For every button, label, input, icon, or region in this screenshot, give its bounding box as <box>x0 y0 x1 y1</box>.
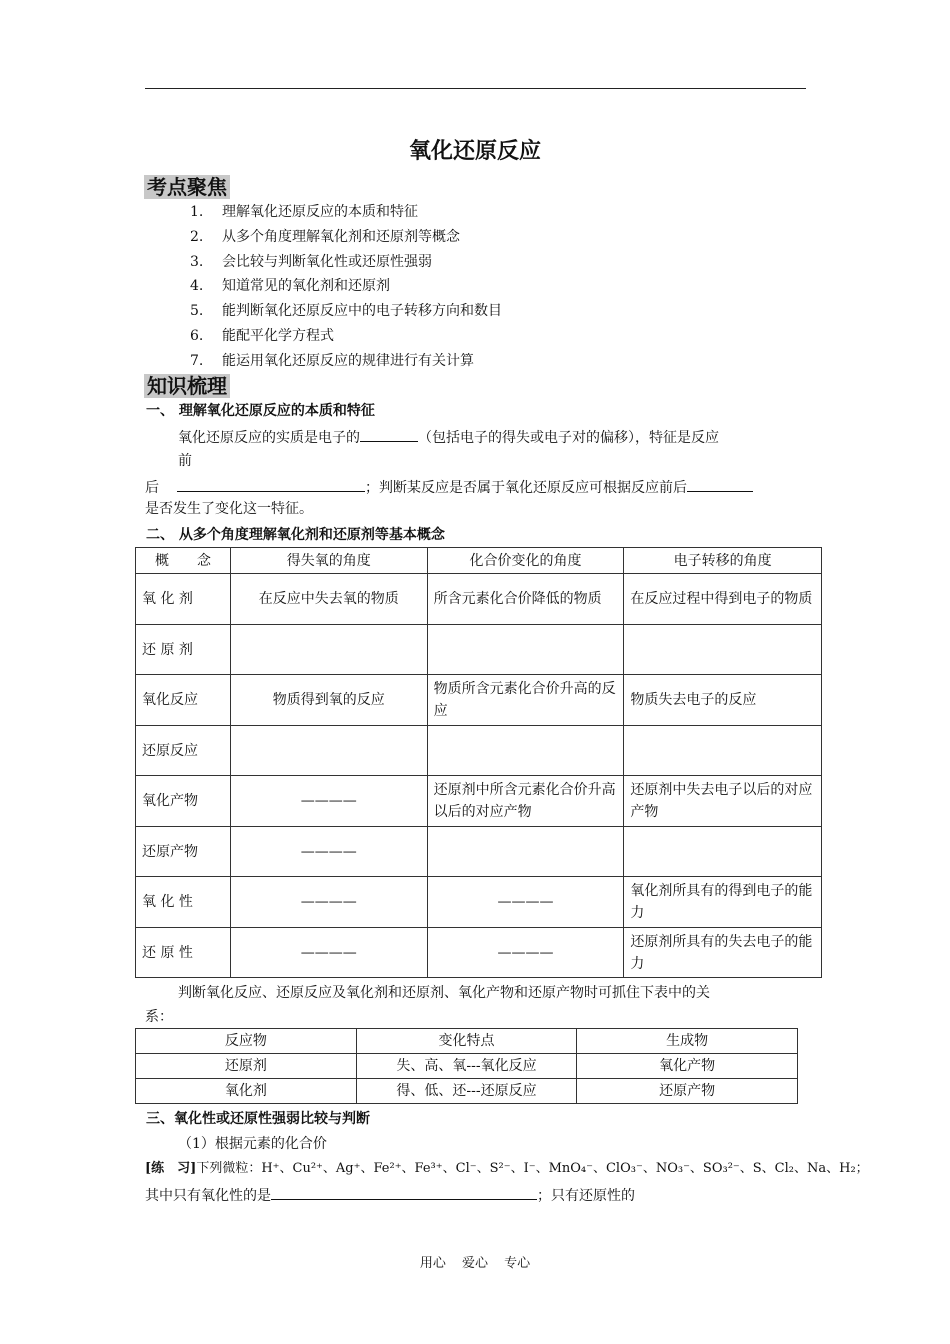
table-cell: ———— <box>230 877 427 928</box>
exercise-text: 下列微粒：H⁺、Cu²⁺、Ag⁺、Fe²⁺、Fe³⁺、Cl⁻、S²⁻、I⁻、MnO₄⁻、ClO₃⁻、NO₃⁻、SO₃²⁻、S、Cl₂、Na、H₂； <box>196 1161 869 1176</box>
table-cell: 在反应中失去氧的物质 <box>230 574 427 625</box>
table-cell: 氧化产物 <box>136 776 231 827</box>
paragraph-relation: 判断氧化反应、还原反应及氧化剂和还原剂、氧化产物和还原产物时可抓住下表中的关 <box>178 985 710 1001</box>
exercise-question: 其中只有氧化性的是 ；只有还原性的 <box>145 1185 635 1205</box>
table-row <box>136 675 822 726</box>
table-cell[interactable] <box>624 726 822 776</box>
list-item: 2. 从多个角度理解氧化剂和还原剂等概念 <box>190 229 460 245</box>
table-row <box>136 877 822 928</box>
list-item: 3. 会比较与判断氧化性或还原性强弱 <box>190 254 432 270</box>
section-label-focus: 考点聚焦 <box>144 175 230 199</box>
list-item: 4. 知道常见的氧化剂和还原剂 <box>190 278 390 294</box>
table-cell: 氧化产物 <box>577 1054 798 1079</box>
table-cell: ———— <box>230 827 427 877</box>
table-cell[interactable] <box>427 827 624 877</box>
table-cell: ———— <box>427 928 624 978</box>
table-cell[interactable] <box>230 625 427 675</box>
table-cell: 物质失去电子的反应 <box>624 675 822 726</box>
table-cell: 氧 化 性 <box>136 877 231 928</box>
table-row <box>136 928 822 978</box>
paragraph-judge-cont: 是否发生了变化这一特征。 <box>145 501 313 517</box>
fill-blank[interactable] <box>687 477 753 492</box>
table-cell[interactable] <box>624 625 822 675</box>
table-cell: 失、高、氧---氧化反应 <box>356 1054 577 1079</box>
table-header-row <box>136 1029 798 1054</box>
table-row <box>136 726 822 776</box>
table-cell: 还原剂中所含元素化合价升高以后的对应产物 <box>427 776 624 827</box>
table-header-row <box>136 548 822 574</box>
fill-blank[interactable] <box>177 477 365 492</box>
list-item: 1. 理解氧化还原反应的本质和特征 <box>190 204 418 220</box>
table-cell: 物质所含元素化合价升高的反应 <box>427 675 624 726</box>
table-cell: 得、低、还---还原反应 <box>356 1079 577 1104</box>
table-cell: 氧化反应 <box>136 675 231 726</box>
page-footer: 用心 爱心 专心 <box>419 1256 531 1271</box>
table-cell: 还原剂所具有的失去电子的能力 <box>624 928 822 978</box>
table-cell: 还原产物 <box>577 1079 798 1104</box>
table-cell: 氧化剂 <box>136 1079 357 1104</box>
table-cell: 在反应过程中得到电子的物质 <box>624 574 822 625</box>
table-row <box>136 574 822 625</box>
page-title: 氧化还原反应 <box>408 139 541 164</box>
column-header: 化合价变化的角度 <box>427 548 624 574</box>
paragraph-judge: 后 ；判断某反应是否属于氧化还原反应可根据反应前后 <box>145 477 753 497</box>
summary-table <box>135 1028 798 1104</box>
list-item: 7. 能运用氧化还原反应的规律进行有关计算 <box>190 353 474 369</box>
table-cell: ———— <box>427 877 624 928</box>
column-header: 生成物 <box>577 1029 798 1054</box>
table-cell: 还 原 性 <box>136 928 231 978</box>
table-cell[interactable] <box>624 827 822 877</box>
column-header: 电子转移的角度 <box>624 548 822 574</box>
table-cell: 物质得到氧的反应 <box>230 675 427 726</box>
table-cell: 还原产物 <box>136 827 231 877</box>
exercise-label: [练 习] <box>145 1161 197 1176</box>
heading-two: 二、 从多个角度理解氧化剂和还原剂等基本概念 <box>146 527 445 543</box>
exercise-line <box>145 1160 869 1178</box>
paragraph-essence-cont: 前 <box>178 453 192 469</box>
column-header: 得失氧的角度 <box>230 548 427 574</box>
table-cell[interactable] <box>427 625 624 675</box>
list-item: 5. 能判断氧化还原反应中的电子转移方向和数目 <box>190 303 502 319</box>
table-cell[interactable] <box>427 726 624 776</box>
heading-three: 三、氧化性或还原性强弱比较与判断 <box>146 1111 370 1127</box>
table-row <box>136 827 822 877</box>
table-cell: ———— <box>230 776 427 827</box>
table-cell: 还 原 剂 <box>136 625 231 675</box>
table-row <box>136 625 822 675</box>
section-label-knowledge: 知识梳理 <box>144 374 230 398</box>
table-cell: 还原剂 <box>136 1054 357 1079</box>
table-cell: ———— <box>230 928 427 978</box>
table-cell: 还原剂中失去电子以后的对应产物 <box>624 776 822 827</box>
concept-table <box>135 547 822 978</box>
subheading-valence: （1）根据元素的化合价 <box>178 1136 327 1152</box>
table-cell: 氧化剂所具有的得到电子的能力 <box>624 877 822 928</box>
paragraph-relation-cont: 系： <box>145 1009 173 1025</box>
table-cell[interactable] <box>230 726 427 776</box>
table-cell: 所含元素化合价降低的物质 <box>427 574 624 625</box>
list-item: 6. 能配平化学方程式 <box>190 328 334 344</box>
table-row <box>136 1079 798 1104</box>
column-header: 变化特点 <box>356 1029 577 1054</box>
table-row <box>136 1054 798 1079</box>
paragraph-essence: 氧化还原反应的实质是电子的 （包括电子的得失或电子对的偏移），特征是反应 <box>178 427 719 447</box>
fill-blank[interactable] <box>360 427 418 442</box>
column-header: 概 念 <box>136 548 231 574</box>
answer-blank[interactable] <box>271 1185 537 1200</box>
heading-one: 一、 理解氧化还原反应的本质和特征 <box>146 403 375 419</box>
header-rule <box>145 88 806 89</box>
table-cell: 氧 化 剂 <box>136 574 231 625</box>
table-row <box>136 776 822 827</box>
column-header: 反应物 <box>136 1029 357 1054</box>
table-cell: 还原反应 <box>136 726 231 776</box>
